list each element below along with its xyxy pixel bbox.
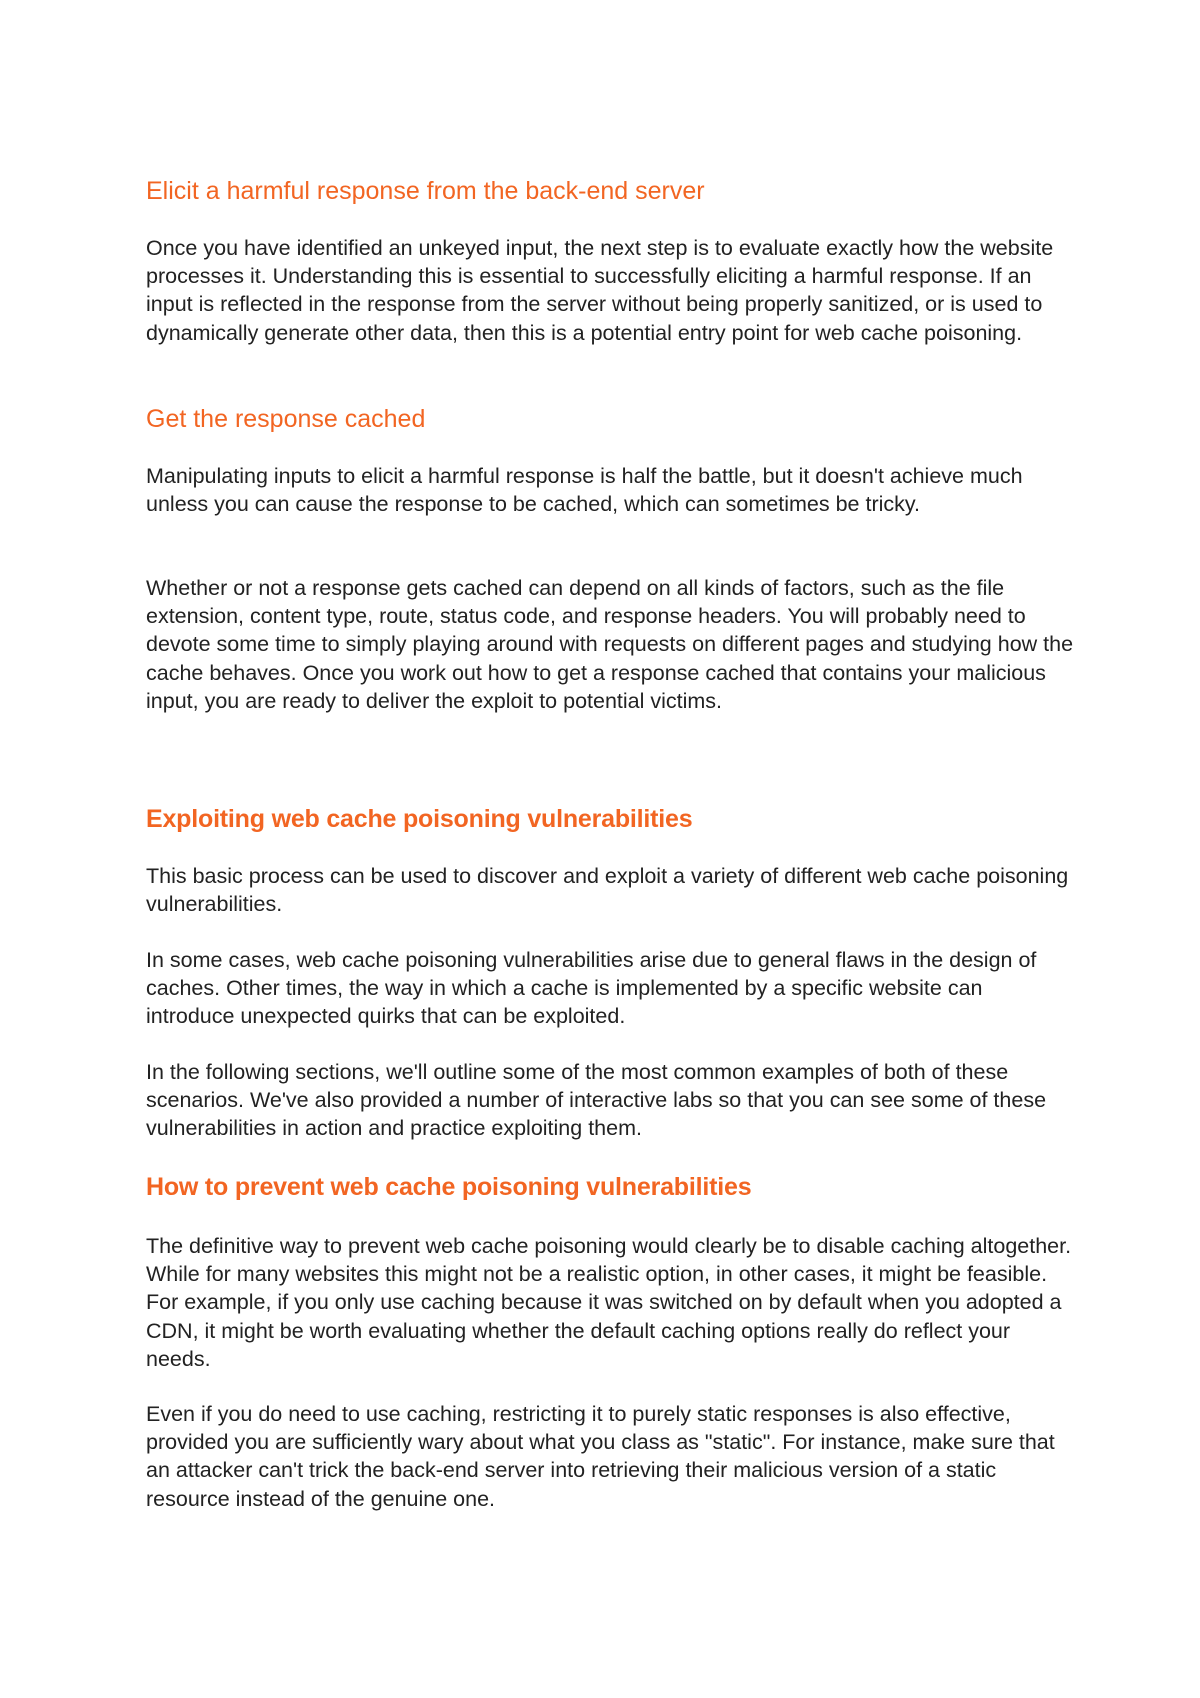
paragraph-exploiting-1: This basic process can be used to discover and exploit a variety of different web cache poisoning vulnerabilities. bbox=[146, 864, 1069, 917]
paragraph-get-cached-1: Manipulating inputs to elicit a harmful response is half the battle, but it doesn't achieve much unless you can cause the response to be cached, which can sometimes be tricky. bbox=[146, 464, 1023, 517]
paragraph-exploiting-3: In the following sections, we'll outline some of the most common examples of both of these scenarios. We've also provided a number of interactive labs so that you can see some of these vulnerabilities in action and practice exploiting them. bbox=[146, 1060, 1047, 1141]
section-heading-get-cached: Get the response cached bbox=[146, 405, 426, 433]
paragraph-get-cached-2: Whether or not a response gets cached can depend on all kinds of factors, such as the file extension, content type, route, status code, and response headers. You will probably need to devote some time to simply playing around with requests on different pages and studying how the cache behaves. Once you work out how to get a response cached that contains your malicious input, you are ready to deliver the exploit to potential victims. bbox=[146, 576, 1074, 713]
section-heading-exploiting: Exploiting web cache poisoning vulnerabilities bbox=[146, 805, 693, 833]
section-heading-prevent: How to prevent web cache poisoning vulnerabilities bbox=[146, 1173, 752, 1201]
paragraph-prevent-2: Even if you do need to use caching, restricting it to purely static responses is also effective, provided you are sufficiently wary about what you class as "static". For instance, make sure that an attacker can't trick the back-end server into retrieving their malicious version of a static resource instead of the genuine one. bbox=[146, 1402, 1055, 1511]
section-heading-elicit: Elicit a harmful response from the back-end server bbox=[146, 177, 705, 205]
paragraph-elicit-1: Once you have identified an unkeyed input, the next step is to evaluate exactly how the website processes it. Understanding this is essential to successfully eliciting a harmful response. If an input is reflected in the response from the server without being properly sanitized, or is used to dynamically generate other data, then this is a potential entry point for web cache poisoning. bbox=[146, 236, 1054, 345]
paragraph-exploiting-2: In some cases, web cache poisoning vulnerabilities arise due to general flaws in the design of caches. Other times, the way in which a cache is implemented by a specific website can introduce unexpected quirks that can be exploited. bbox=[146, 948, 1037, 1029]
paragraph-prevent-1: The definitive way to prevent web cache poisoning would clearly be to disable caching altogether. While for many websites this might not be a realistic option, in other cases, it might be feasible. For example, if you only use caching because it was switched on by default when you adopted a CDN, it might be worth evaluating whether the default caching options really do reflect your needs. bbox=[146, 1234, 1072, 1371]
